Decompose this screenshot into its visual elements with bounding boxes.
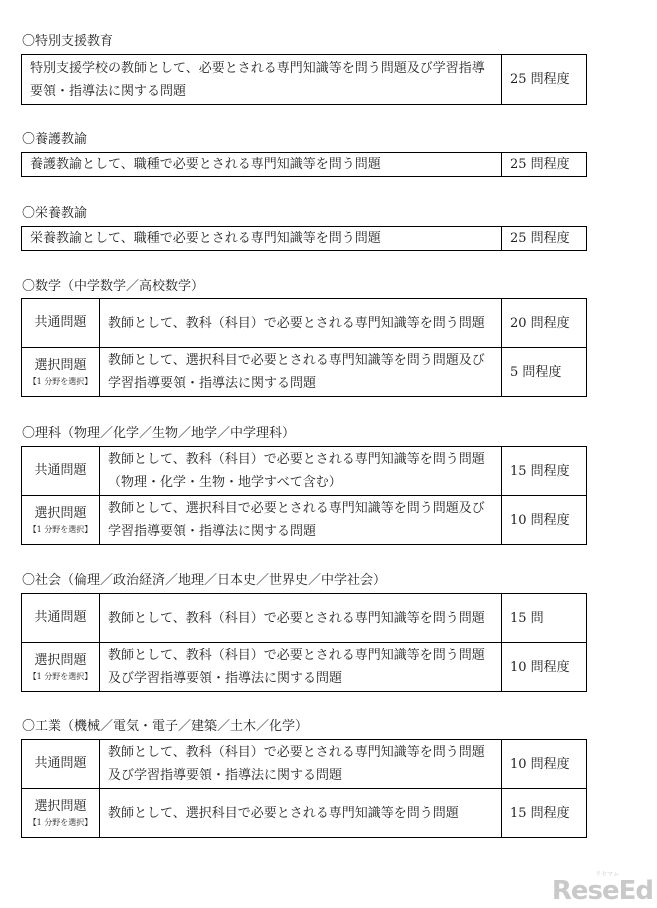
row-amount: 25 問程度 xyxy=(502,153,587,177)
row-description: 教師として、選択科目で必要とされる専門知識等を問う問題及び学習指導要領・指導法に関する問題 xyxy=(100,348,502,397)
row-label: 選択問題 xyxy=(34,653,87,668)
exam-table xyxy=(21,298,587,397)
section-heading: 〇社会（倫理／政治経済／地理／日本史／世界史／中学社会） xyxy=(22,573,387,588)
row-description: 養護教諭として、職種で必要とされる専門知識等を問う問題 xyxy=(22,153,502,177)
row-note: 【1 分野を選択】 xyxy=(28,377,93,386)
row-description: 特別支援学校の教師として、必要とされる専門知識等を問う問題及び学習指導要領・指導法に関する問題 xyxy=(22,55,502,105)
table-row xyxy=(22,447,587,496)
row-label: 共通問題 xyxy=(34,463,87,478)
row-amount: 5 問程度 xyxy=(502,348,587,397)
row-description: 栄養教諭として、職種で必要とされる専門知識等を問う問題 xyxy=(22,227,502,251)
row-note: 【1 分野を選択】 xyxy=(28,525,93,534)
row-label: 共通問題 xyxy=(34,315,87,330)
row-label: 選択問題 xyxy=(34,799,87,814)
table-row xyxy=(22,227,587,251)
row-amount: 15 問 xyxy=(502,594,587,643)
row-label: 共通問題 xyxy=(34,756,87,771)
row-label-cell xyxy=(22,348,100,397)
row-label-cell xyxy=(22,594,100,643)
row-description: 教師として、教科（科目）で必要とされる専門知識等を問う問題及び学習指導要領・指導法に関する問題 xyxy=(100,643,502,692)
row-note: 【1 分野を選択】 xyxy=(28,672,93,681)
row-label-cell xyxy=(22,740,100,789)
row-description: 教師として、教科（科目）で必要とされる専門知識等を問う問題 xyxy=(100,594,502,643)
exam-table xyxy=(21,446,587,545)
row-amount: 20 問程度 xyxy=(502,299,587,348)
row-amount: 10 問程度 xyxy=(502,740,587,789)
table-row xyxy=(22,740,587,789)
section-heading: 〇数学（中学数学／高校数学） xyxy=(22,279,205,294)
row-label-cell xyxy=(22,789,100,838)
row-label-cell xyxy=(22,496,100,545)
table-row xyxy=(22,299,587,348)
row-amount: 15 問程度 xyxy=(502,447,587,496)
table-row xyxy=(22,496,587,545)
table-row xyxy=(22,55,587,105)
row-amount: 25 問程度 xyxy=(502,55,587,105)
row-label-cell xyxy=(22,299,100,348)
section-heading: 〇工業（機械／電気・電子／建築／土木／化学） xyxy=(22,719,309,734)
watermark-logo: ReseEd xyxy=(551,876,653,906)
table-row xyxy=(22,643,587,692)
section-heading: 〇特別支援教育 xyxy=(22,34,114,49)
exam-table xyxy=(21,226,587,251)
row-amount: 25 問程度 xyxy=(502,227,587,251)
row-description: 教師として、教科（科目）で必要とされる専門知識等を問う問題（物理・化学・生物・地学すべて含む） xyxy=(100,447,502,496)
row-label: 共通問題 xyxy=(34,610,87,625)
row-label-cell xyxy=(22,447,100,496)
table-row xyxy=(22,789,587,838)
watermark-sub: リセマム xyxy=(595,871,619,878)
table-row xyxy=(22,153,587,177)
row-description: 教師として、教科（科目）で必要とされる専門知識等を問う問題及び学習指導要領・指導法に関する問題 xyxy=(100,740,502,789)
section-heading: 〇理科（物理／化学／生物／地学／中学理科） xyxy=(22,426,296,441)
row-description: 教師として、選択科目で必要とされる専門知識等を問う問題及び学習指導要領・指導法に関する問題 xyxy=(100,496,502,545)
exam-table xyxy=(21,739,587,838)
row-label: 選択問題 xyxy=(34,506,87,521)
row-label: 選択問題 xyxy=(34,358,87,373)
exam-table xyxy=(21,152,587,177)
row-description: 教師として、選択科目で必要とされる専門知識等を問う問題 xyxy=(100,789,502,838)
exam-table xyxy=(21,593,587,692)
table-row xyxy=(22,348,587,397)
row-note: 【1 分野を選択】 xyxy=(28,818,93,827)
exam-table xyxy=(21,54,587,105)
row-amount: 10 問程度 xyxy=(502,496,587,545)
row-amount: 10 問程度 xyxy=(502,643,587,692)
row-label-cell xyxy=(22,643,100,692)
row-amount: 15 問程度 xyxy=(502,789,587,838)
section-heading: 〇養護教諭 xyxy=(22,132,88,147)
section-heading: 〇栄養教諭 xyxy=(22,206,88,221)
table-row xyxy=(22,594,587,643)
row-description: 教師として、教科（科目）で必要とされる専門知識等を問う問題 xyxy=(100,299,502,348)
